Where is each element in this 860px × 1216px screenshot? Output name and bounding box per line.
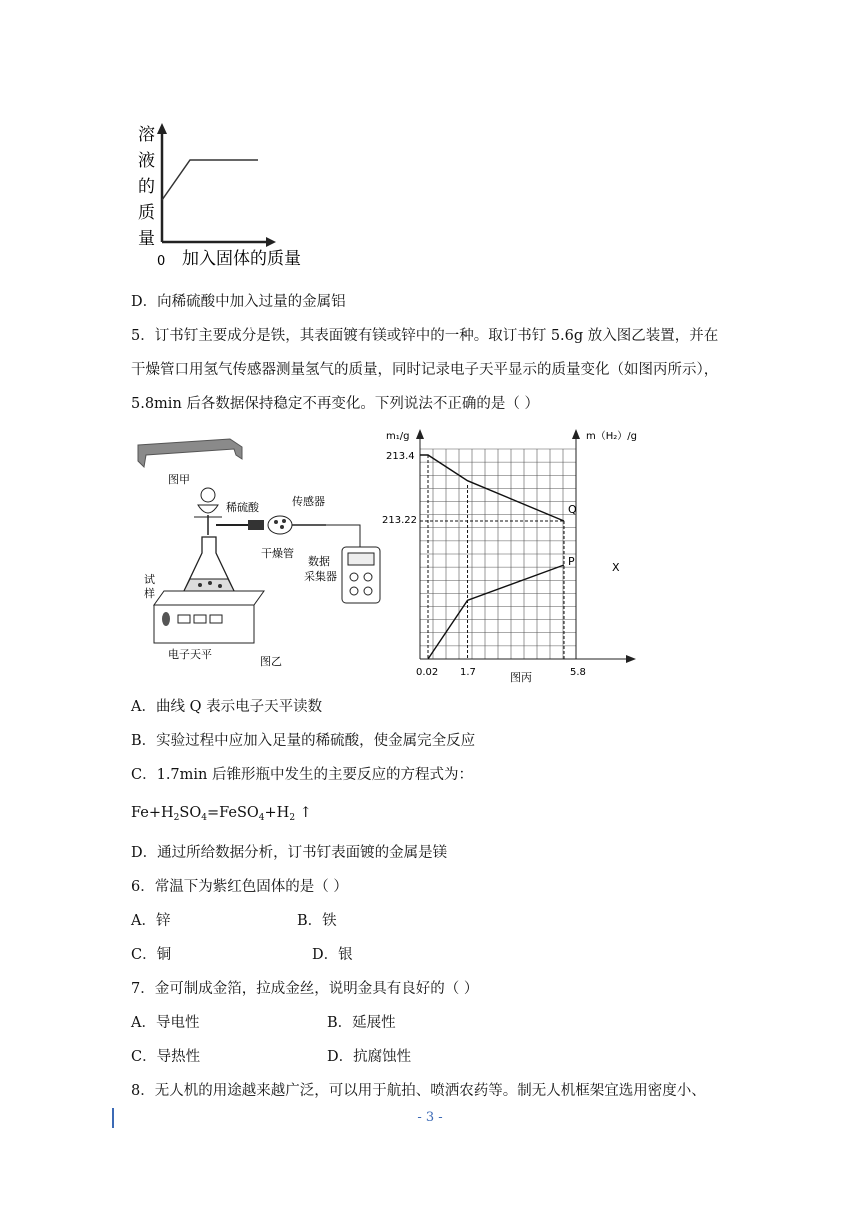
label-collector-1: 数据	[308, 555, 330, 568]
q4-option-d: D．向稀硫酸中加入过量的金属铝	[131, 294, 346, 310]
label-sample-1: 试	[144, 573, 155, 586]
label-dryer: 干燥管	[261, 547, 294, 560]
q5-option-a: A．曲线 Q 表示电子天平读数	[131, 699, 323, 715]
q6-option-c: C．铜	[131, 947, 172, 963]
label-fig-b: 图乙	[260, 655, 282, 668]
label-sensor: 传感器	[292, 495, 325, 508]
q8-stem: 8．无人机的用途越来越广泛，可以用于航拍、喷洒农药等。制无人机框架宜选用密度小、	[131, 1083, 706, 1099]
chart-y-left-label: m₁/g	[386, 431, 410, 442]
graph1-ylabel-5: 量	[138, 229, 155, 249]
chart-ytick-2: 213.22	[382, 515, 417, 526]
q5-equation: $Fe+H_2SO_4=FeSO_4+H_2$ ↑	[131, 805, 312, 823]
q5-stem-3: 5.8min 后各数据保持稳定不再变化。下列说法不正确的是（ ）	[131, 396, 540, 412]
graph1-xlabel: 加入固体的质量	[182, 249, 301, 269]
chart-xtick-3: 5.8	[570, 667, 586, 678]
apparatus-figure	[130, 425, 390, 685]
label-balance: 电子天平	[168, 648, 212, 661]
staple-shape	[138, 439, 242, 467]
label-sample-2: 样	[144, 587, 155, 600]
q7-option-c: C．导热性	[131, 1049, 201, 1065]
q6-stem: 6．常温下为紫红色固体的是（ ）	[131, 879, 348, 895]
chart-label-x: X	[612, 561, 620, 574]
chart-fig-c: 图丙	[510, 671, 532, 684]
q6-option-b: B．铁	[297, 913, 337, 929]
chart-label-q: Q	[568, 503, 577, 516]
q6-option-a: A．锌	[131, 913, 171, 929]
page-number: - 3 -	[417, 1110, 443, 1125]
q6-option-d: D．银	[312, 947, 353, 963]
chart-ytick-1: 213.4	[386, 451, 415, 462]
q5-option-d: D．通过所给数据分析，订书钉表面镀的金属是镁	[131, 845, 448, 861]
chart-xtick-2: 1.7	[460, 667, 476, 678]
q5-stem-1: 5．订书钉主要成分是铁，其表面镀有镁或锌中的一种。取订书钉 5.6g 放入图乙装置，并在	[131, 328, 719, 344]
q5-option-c: C．1.7min 后锥形瓶中发生的主要反应的方程式为：	[131, 767, 473, 783]
graph1-origin: 0	[157, 254, 166, 269]
label-acid: 稀硫酸	[226, 501, 259, 514]
q5-option-b: B．实验过程中应加入足量的稀硫酸，使金属完全反应	[131, 733, 476, 749]
label-collector-2: 采集器	[304, 570, 337, 583]
graph-solution-mass	[130, 120, 330, 270]
series-line-q	[420, 455, 564, 521]
graph1-ylabel-2: 液	[138, 151, 155, 171]
q7-option-b: B．延展性	[327, 1015, 396, 1031]
graph1-ylabel-3: 的	[138, 177, 155, 197]
chart-label-p: P	[568, 555, 575, 568]
graph1-ylabel-1: 溶	[138, 125, 155, 145]
chart-xtick-1: 0.02	[416, 667, 439, 678]
mass-chart	[380, 425, 660, 685]
series-line-p	[428, 565, 564, 659]
label-fig-a: 图甲	[168, 473, 190, 486]
graph1-ylabel-4: 质	[138, 203, 155, 223]
chart-y-right-label: m（H₂）/g	[586, 431, 637, 442]
q7-stem: 7．金可制成金箔，拉成金丝，说明金具有良好的（ ）	[131, 981, 479, 997]
q7-option-a: A．导电性	[131, 1015, 200, 1031]
q7-option-d: D．抗腐蚀性	[327, 1049, 412, 1065]
q5-stem-2: 干燥管口用氢气传感器测量氢气的质量，同时记录电子天平显示的质量变化（如图丙所示），	[131, 362, 719, 378]
